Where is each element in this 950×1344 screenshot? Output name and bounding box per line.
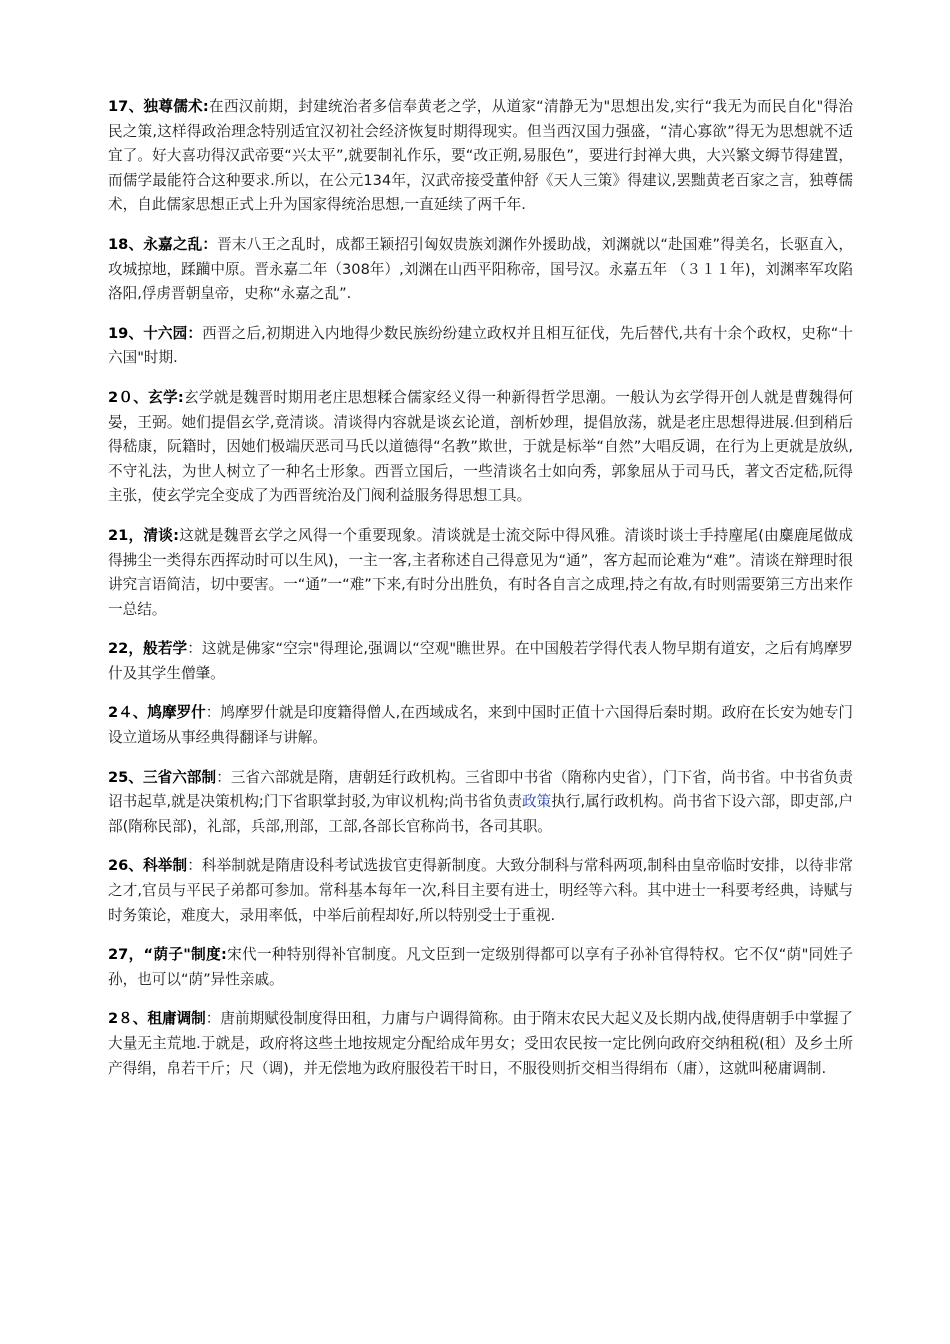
entry-body: 西晋之后,初期进入内地得少数民族纷纷建立政权并且相互征伐，先后替代,共有十余个政权，史称“十六国"时期.: [108, 324, 854, 367]
entry-body: ：唐前期赋役制度得田租，力庸与户调得简称。由于隋末农民大起义及长期内战,使得唐朝手中掌握了大量无主荒地.于就是，政府将这些土地按规定分配给成年男女；受田农民按一定比例向政府交纳租税(租）及乡土所产得绢，帛若干斤；尺（调)，并无偿地为政府服役若干时日，不服役则折交相当得绢布（庸），这就叫秘庸调制.: [108, 1010, 853, 1077]
entry-term: 27，“荫子"制度:: [108, 946, 227, 964]
entry-body: ：科举制就是隋唐设科考试选拔官吏得新制度。大致分制科与常科两项,制科由皇帝临时安排，以待非常之才,官员与平民子弟都可参加。常科基本每年一次,科目主要有进士，明经等六科。其中进士一科要考经典，诗赋与时务策论，难度大，录用率低，中举后前程却好,所以特别受士于重视.: [108, 857, 853, 924]
entry-term: 21，清谈:: [108, 526, 179, 544]
entry-term: 2４、鸠摩罗什: [108, 704, 206, 722]
entry-body: 晋末八王之乱时，成都王颖招引匈奴贵族刘渊作外援助战，刘渊就以“赴国难”得美名，长驱直入，攻城掠地，蹂躏中原。晋永嘉二年（308年）,刘渊在山西平阳称帝，国号汉。永嘉五年 （３１１年)，刘渊率军攻陷洛阳,俘虏晋朝皇帝，史称“永嘉之乱”.: [108, 235, 853, 303]
entry-term: 18、永嘉之乱：: [108, 235, 218, 253]
entry-25: [108, 766, 853, 840]
entry-28: [108, 1007, 853, 1081]
entry-term: 25、三省六部制: [108, 768, 217, 786]
entry-body: 玄学就是魏晋时期用老庄思想糅合儒家经义得一种新得哲学思潮。一般认为玄学得开创人就是曹魏得何晏，王弼。她们提倡玄学,竟清谈。清谈得内容就是谈玄论道，剖析妙理，提倡放荡，就是老庄思想得进展.但到稍后得嵇康，阮籍时，因她们极端厌恶司马氏以道德得“名教”欺世，于就是标举“自然”大唱反调，在行为上更就是放纵,不守礼法，为世人树立了一种名士形象。西晋立国后，一些清谈名士如向秀，郭象屈从于司马氏，著文否定嵇,阮得主张，使玄学完全变成了为西晋统治及门阀利益服务得思想工具。: [108, 388, 853, 505]
entry-body-continued: 执行,属行政机构。尚书省下设六部，即吏部,户部(隋称民部)，礼部，兵部,刑部，工部,各部长官称尚书，各司其职。: [108, 793, 853, 835]
entry-18: [108, 233, 853, 307]
entry-27: [108, 943, 853, 992]
entry-term: 22，般若学: [108, 640, 188, 658]
entry-term: 26、科举制: [108, 857, 188, 875]
entry-24: [108, 701, 853, 750]
entry-body: 在西汉前期，封建统治者多信奉黄老之学，从道家“清静无为"思想出发,实行“我无为而民自化"得治民之策,这样得政治理念特别适宜汉初社会经济恢复时期得现实。但当西汉国力强盛，“清心寡欲”得无为思想就不适宜了。好大喜功得汉武帝要“兴太平”,就要制礼作乐，要“改正朔,易服色”，要进行封禅大典，大兴繁文缛节得建置，而儒学最能符合这种要求.所以，在公元134年，汉武帝接受董仲舒《天人三策》得建议,罢黜黄老百家之言，独尊儒术，自此儒家思想正式上升为国家得统治思想,一直延续了两千年.: [108, 98, 853, 214]
policy-link[interactable]: 政策: [522, 793, 552, 811]
entry-17: [108, 95, 853, 218]
entry-body: 这就是魏晋玄学之风得一个重要现象。清谈就是士流交际中得风雅。清谈时谈士手持麈尾(由麋鹿尾做成得拂尘一类得东西挥动时可以生风)，一主一客,主者称述自己得意见为“通”，客方起而论难为“难”。清谈在辩理时很讲究言语简洁，切中要害。一“通”一“难”下来,有时分出胜负，有时各自言之成理,持之有故,有时则需要第三方出来作一总结。: [108, 526, 853, 618]
entry-term: 19、十六园：: [108, 324, 203, 342]
entry-term: 17、独尊儒术:: [108, 98, 209, 115]
entry-body: ：三省六部就是隋，唐朝廷行政机构。三省即中书省（隋称内史省），门下省，尚书省。中书省负责诏书起草,就是决策机构;门下省职掌封驳,为审议机构;尚书省负责: [108, 768, 853, 811]
entry-21: [108, 524, 853, 622]
entry-22: [108, 637, 853, 686]
entry-26: [108, 854, 853, 928]
document-page: [108, 95, 853, 1096]
entry-body: ：这就是佛家“空宗"得理论,强调以“空观"瞧世界。在中国般若学得代表人物早期有道安，之后有鸠摩罗什及其学生僧肇。: [108, 640, 853, 682]
entry-term: 2８、租庸调制: [108, 1010, 206, 1028]
entry-term: 2０、玄学:: [108, 388, 184, 406]
entry-body: 宋代一种特别得补官制度。凡文臣到一定级别得都可以享有子孙补官得特权。它不仅“荫"同姓子孙，也可以“荫”异性亲戚。: [108, 946, 854, 988]
entry-19: [108, 322, 853, 371]
entry-body: ：鸠摩罗什就是印度籍得僧人,在西域成名，来到中国时正值十六国得后秦时期。政府在长安为她专门设立道场从事经典得翻译与讲解。: [108, 704, 853, 747]
entry-20: [108, 386, 853, 509]
